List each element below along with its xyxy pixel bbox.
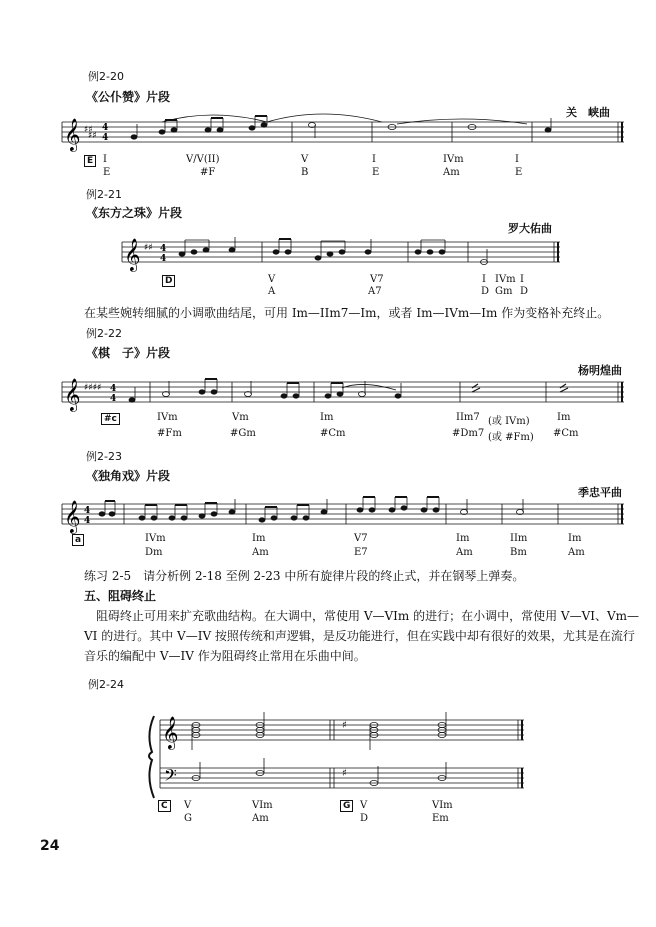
key-box: a	[72, 534, 84, 546]
svg-text:4: 4	[160, 244, 167, 254]
chord-name: D	[360, 813, 369, 824]
roman-numeral: IVm	[157, 412, 178, 423]
example-label: 例2-20	[88, 70, 124, 83]
svg-text:4: 4	[110, 384, 117, 394]
music-staff	[62, 496, 624, 536]
chord-name: Em	[432, 813, 449, 824]
roman-numeral: (或 IVm)	[488, 416, 530, 427]
svg-text:4: 4	[102, 133, 109, 143]
roman-numeral: VIm	[432, 800, 453, 811]
chord-name: Dm	[145, 547, 163, 558]
roman-numeral: I	[515, 154, 519, 165]
svg-text:♯: ♯	[342, 720, 347, 731]
roman-numeral: IVm	[495, 274, 516, 285]
key-box: #c	[101, 413, 120, 425]
chord-name: #F	[200, 167, 216, 178]
svg-text:♯: ♯	[342, 768, 347, 779]
chord-name: D	[520, 286, 529, 297]
exercise-text: 练习 2-5 请分析例 2-18 至例 2-23 中所有旋律片段的终止式，并在钢琴上弹奏。	[84, 569, 525, 583]
chord-name: #Cm	[553, 428, 579, 439]
roman-numeral: Im	[557, 412, 571, 423]
example-label: 例2-23	[86, 450, 122, 463]
svg-text:4: 4	[102, 123, 109, 133]
music-staff	[62, 116, 624, 156]
chord-name: Am	[443, 167, 460, 178]
roman-numeral: I	[520, 274, 524, 285]
chord-name: A7	[368, 286, 382, 297]
composer: 罗大佑曲	[508, 222, 552, 235]
roman-numeral: Im	[252, 533, 266, 544]
example-title: 《棋 子》片段	[86, 346, 171, 360]
svg-text:♯♯: ♯♯	[144, 243, 153, 253]
svg-text:𝄞: 𝄞	[64, 500, 81, 533]
chord-name: #Fm	[157, 428, 182, 439]
music-staff	[62, 374, 624, 414]
section-heading: 五、阻碍终止	[84, 589, 157, 603]
svg-text:♯♯♯♯: ♯♯♯♯	[84, 383, 102, 393]
key-box: G	[340, 800, 353, 812]
roman-numeral: Im	[568, 533, 582, 544]
example-label: 例2-21	[86, 188, 122, 201]
example-title: 《独角戏》片段	[86, 469, 171, 483]
chord-name: E	[372, 167, 380, 178]
chord-name: Bm	[510, 547, 527, 558]
svg-text:4: 4	[160, 254, 167, 264]
composer: 季忠平曲	[578, 486, 622, 499]
chord-name: #Gm	[230, 428, 256, 439]
chord-name: Am	[252, 813, 269, 824]
roman-numeral: V	[184, 800, 192, 811]
chord-name: E	[103, 167, 111, 178]
paragraph-line: 阻碍终止可用来扩充歌曲结构。在大调中，常使用 V—VIm 的进行；在小调中，常使用 V—VI、Vm—	[96, 609, 640, 623]
roman-numeral: Im	[456, 533, 470, 544]
paragraph: 在某些婉转细腻的小调歌曲结尾，可用 Im—IIm7—Im，或者 Im—IVm—Im 作为变格补充终止。	[84, 306, 610, 320]
svg-text:♯♯: ♯♯	[84, 125, 93, 135]
svg-text:4: 4	[110, 394, 117, 404]
svg-text:𝄢: 𝄢	[164, 765, 177, 789]
svg-text:4: 4	[84, 516, 91, 526]
chord-name: G	[184, 813, 192, 824]
svg-text:𝄞: 𝄞	[162, 716, 179, 749]
chord-name: Am	[252, 547, 269, 558]
chord-name: D	[481, 286, 490, 297]
chord-name: E7	[354, 547, 368, 558]
chord-name: (或 #Fm)	[488, 432, 534, 443]
chord-name: Am	[568, 547, 585, 558]
roman-numeral: I	[103, 154, 107, 165]
roman-numeral: IVm	[145, 533, 166, 544]
roman-numeral: V	[268, 274, 276, 285]
roman-numeral: I	[482, 274, 486, 285]
roman-numeral: IVm	[443, 154, 464, 165]
example-label: 例2-22	[86, 327, 122, 340]
chord-name: E	[515, 167, 523, 178]
roman-numeral: V7	[370, 274, 384, 285]
roman-numeral: IIm	[510, 533, 528, 544]
svg-text:♯♯: ♯♯	[88, 131, 97, 141]
roman-numeral: V/V(II)	[186, 154, 220, 165]
roman-numeral: Vm	[232, 412, 249, 423]
example-title: 《公仆赞》片段	[86, 90, 171, 104]
chord-name: Gm	[495, 286, 513, 297]
key-box: E	[84, 155, 96, 167]
svg-text:𝄞: 𝄞	[64, 378, 81, 411]
key-box: C	[158, 800, 171, 812]
paragraph-line: VI 的进行。其中 V—IV 按照传统和声逻辑，是反功能进行，但在实践中却有很好的效果，尤其是在流行	[84, 629, 635, 643]
paragraph-line: 音乐的编配中 V—IV 作为阻碍终止常用在乐曲中间。	[84, 649, 366, 663]
roman-numeral: V	[301, 154, 309, 165]
chord-name: A	[268, 286, 276, 297]
example-label: 例2-24	[88, 678, 124, 691]
roman-numeral: V	[360, 800, 368, 811]
chord-name: B	[301, 167, 309, 178]
roman-numeral: Im	[320, 412, 334, 423]
chord-name: Am	[456, 547, 473, 558]
svg-text:𝄞: 𝄞	[64, 118, 81, 151]
page-number: 24	[40, 838, 60, 854]
chord-name: #Dm7	[452, 428, 485, 439]
chord-name: #Cm	[320, 428, 346, 439]
roman-numeral: V7	[354, 533, 368, 544]
svg-text:𝄞: 𝄞	[124, 238, 141, 271]
key-box: D	[162, 275, 175, 287]
music-staff	[122, 234, 560, 274]
svg-text:4: 4	[84, 506, 91, 516]
roman-numeral: VIm	[252, 800, 273, 811]
roman-numeral: I	[372, 154, 376, 165]
composer: 杨明煌曲	[578, 364, 622, 377]
roman-numeral: IIm7	[456, 412, 480, 423]
grand-staff	[146, 712, 526, 802]
composer: 关 峡曲	[566, 106, 610, 119]
example-title: 《东方之珠》片段	[86, 206, 183, 220]
